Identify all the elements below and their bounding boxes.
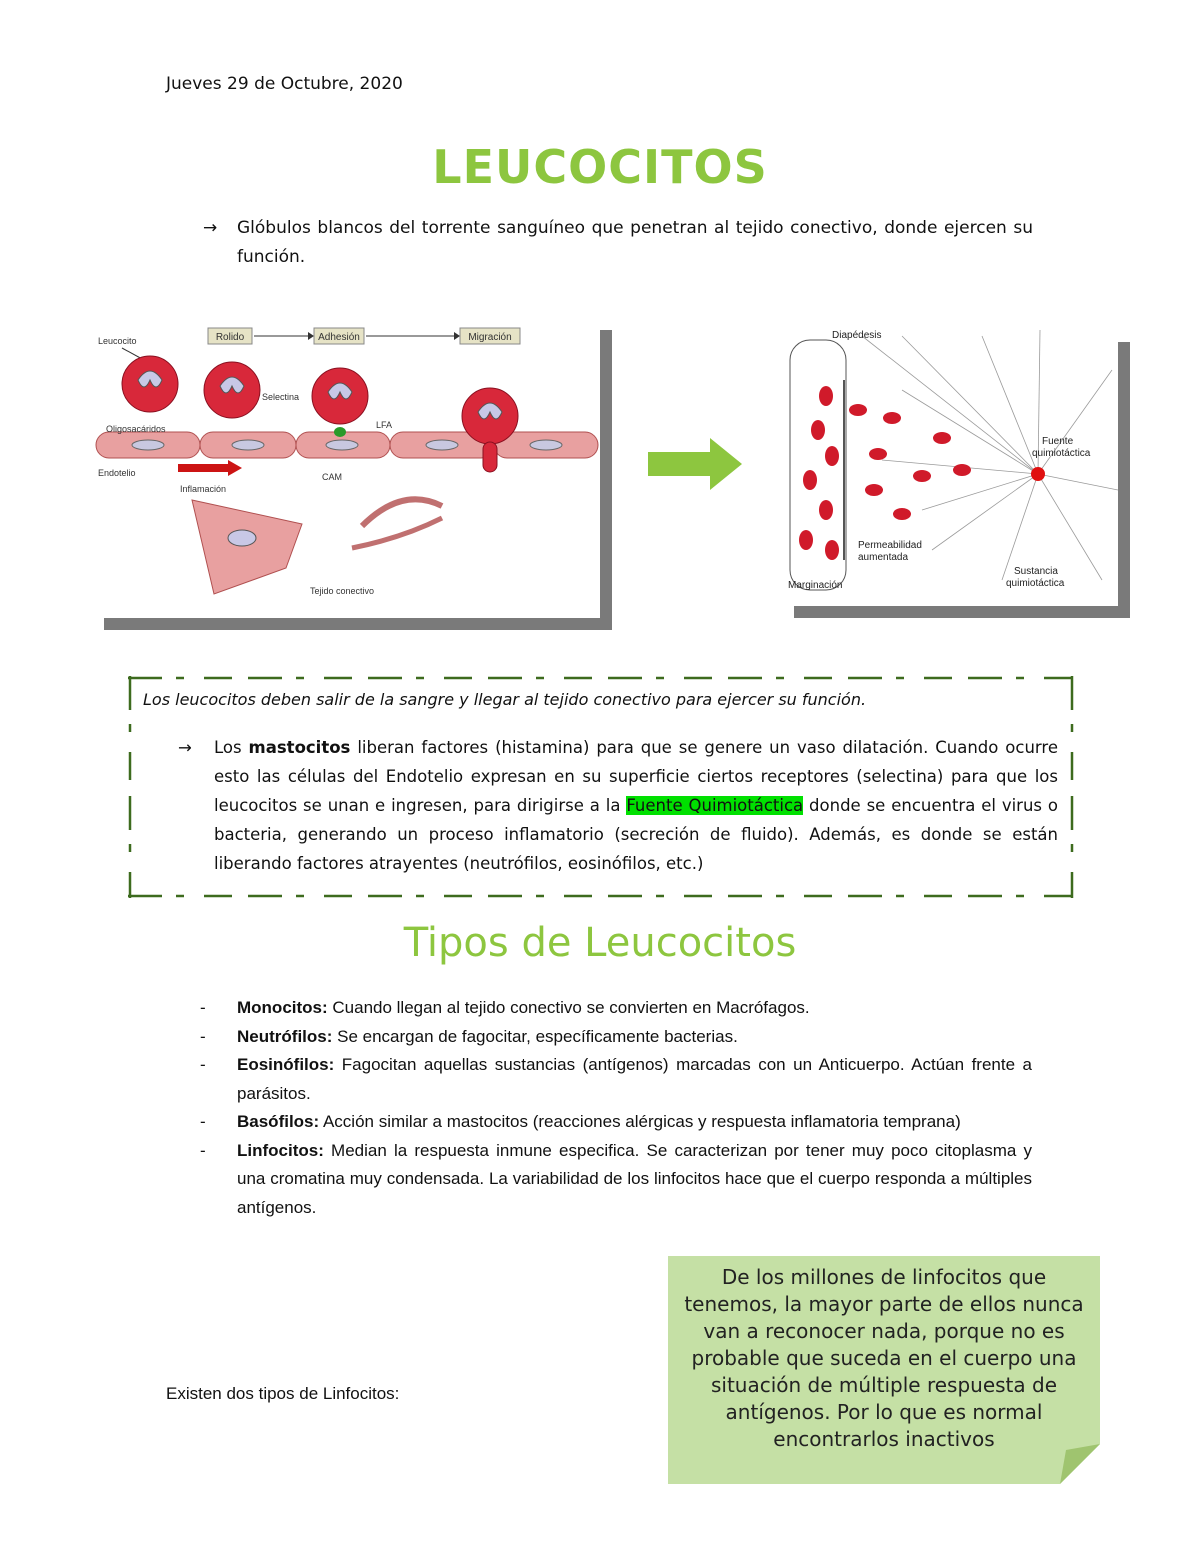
sticky-note: [668, 1256, 1100, 1484]
label-adhesion: Adhesión: [318, 332, 360, 343]
label-endotelio: Endotelio: [98, 468, 136, 478]
figure-leukocyte-migration: [92, 318, 600, 618]
list-item: - Monocitos: Cuando llegan al tejido conectivo se convierten en Macrófagos.: [200, 998, 810, 1017]
label-oligosacaridos: Oligosacáridos: [106, 424, 166, 434]
date-text: Jueves 29 de Octubre, 2020: [166, 74, 403, 94]
label-lfa: LFA: [376, 420, 393, 430]
label-rolido: Rolido: [215, 332, 245, 343]
label-cam: CAM: [322, 472, 342, 482]
label-sustancia-2: quimiotáctica: [1006, 578, 1065, 589]
label-permeabilidad-1: Permeabilidad: [858, 540, 922, 551]
page-title: LEUCOCITOS: [432, 140, 768, 194]
green-arrow-icon: [648, 438, 744, 490]
figure-chemotaxis: [782, 330, 1118, 606]
intro-text: Glóbulos blancos del torrente sanguíneo que penetran al tejido conectivo, donde ejercen su función.: [237, 218, 1033, 267]
label-diapedesis: Diapédesis: [832, 330, 882, 341]
list-item: - Neutrófilos: Se encargan de fagocitar, específicamente bacterias.: [200, 1026, 738, 1046]
label-migracion: Migración: [468, 332, 512, 343]
list-item: - Linfocitos: Median la respuesta inmune especifica. Se caracterizan por tener muy poco citoplasma y una cromatina muy condensada. La variabilidad de los linfocitos hace que el cuerpo responda a múltiples antígenos.: [200, 1140, 1032, 1217]
label-permeabilidad-2: aumentada: [858, 552, 909, 563]
note-bullet: [178, 733, 1058, 878]
section-heading: Tipos de Leucocitos: [403, 920, 797, 966]
label-fuente-1: Fuente: [1042, 436, 1074, 447]
label-leucocito: Leucocito: [98, 336, 137, 346]
intro-bullet: [203, 214, 1033, 272]
label-sustancia-1: Sustancia: [1014, 566, 1058, 577]
list-item: - Eosinófilos: Fagocitan aquellas sustancias (antígenos) marcadas con un Anticuerpo. Actúan frente a parásitos.: [200, 1055, 1032, 1103]
note-bullet-text: Los mastocitos liberan factores (histamina) para que se genere un vaso dilatación. Cuando ocurre esto las células del Endotelio expresan en su superficie ciertos receptores (selectina) para que los leucocitos se unan e ingresen, para dirigirse a la Fuente Quimiotáctica donde se encuentra el virus o bacteria, generando un proceso inflamatorio (secreción de fluido). Además, es donde se están liberando factores atrayentes (neutrófilos, eosinófilos, etc.): [214, 738, 1058, 873]
highlight-fuente: Fuente Quimiotáctica: [626, 796, 804, 815]
arrow-icon: →: [203, 218, 218, 238]
existen-text: Existen dos tipos de Linfocitos:: [166, 1384, 400, 1403]
arrow-icon: →: [178, 738, 192, 757]
label-inflamacion: Inflamación: [180, 484, 227, 494]
label-selectina: Selectina: [262, 392, 300, 402]
list-item: - Basófilos: Acción similar a mastocitos (reacciones alérgicas y respuesta inflamatoria temprana): [200, 1112, 961, 1131]
sticky-note-text: De los millones de linfocitos que tenemos, la mayor parte de ellos nunca van a reconocer nada, porque no es probable que suceda en el cuerpo una situación de múltiple respuesta de antígenos. Por lo que es normal encontrarlos inactivos: [684, 1265, 1084, 1451]
note-italic-text: Los leucocitos deben salir de la sangre y llegar al tejido conectivo para ejercer su función.: [143, 690, 867, 709]
label-tejido: Tejido conectivo: [310, 586, 375, 596]
label-marginacion: Marginación: [788, 580, 843, 591]
page-fold-icon: [1060, 1444, 1100, 1484]
label-fuente-2: quimiotáctica: [1032, 448, 1091, 459]
types-list: [200, 994, 1032, 1222]
